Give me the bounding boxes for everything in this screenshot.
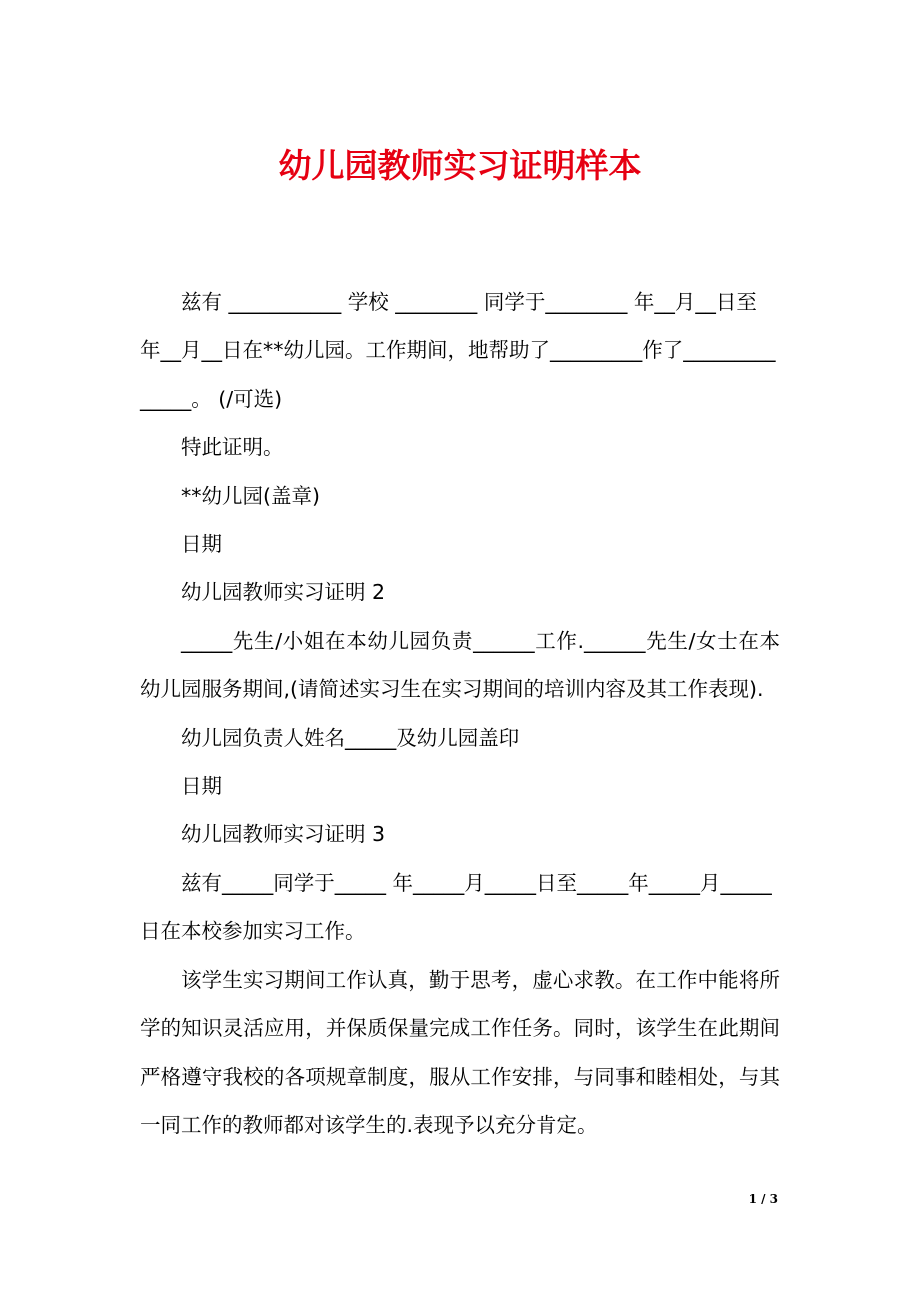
certificate-3-body: 兹有_____同学于_____ 年_____月_____日至_____年_____月_____ 日在本校参加实习工作。 [140, 870, 779, 944]
certificate-1-body: 兹有 ___________ 学校 ________ 同学于________ 年__月__日至 年__月__日在**幼儿园。工作期间，地帮助了_________作了______________。 (/可选) [140, 290, 776, 411]
certificate-2-body: _____先生/小姐在本幼儿园负责______工作.______先生/女士在本幼儿园服务期间,(请简述实习生在实习期间的培训内容及其工作表现). [140, 628, 780, 702]
certificate-1-closing: 特此证明。 [181, 435, 284, 460]
certificate-1-date: 日期 [181, 532, 222, 557]
certificate-1-signature: **幼儿园(盖章) [181, 483, 320, 508]
certificate-3-evaluation: 该学生实习期间工作认真，勤于思考，虚心求教。在工作中能将所学的知识灵活应用，并保质保量完成工作任务。同时，该学生在此期间严格遵守我校的各项规章制度，服从工作安排，与同事和睦相处，与其一同工作的教师都对该学生的.表现予以充分肯定。 [140, 967, 780, 1137]
document-title: 幼儿园教师实习证明样本 [278, 146, 642, 185]
certificate-2-date: 日期 [181, 774, 222, 799]
page-number: 1 / 3 [748, 1192, 778, 1206]
certificate-2-heading: 幼儿园教师实习证明 2 [181, 580, 386, 605]
document-body [140, 278, 780, 1149]
certificate-3-heading: 幼儿园教师实习证明 3 [181, 822, 386, 847]
certificate-2-signature: 幼儿园负责人姓名_____及幼儿园盖印 [181, 725, 520, 750]
